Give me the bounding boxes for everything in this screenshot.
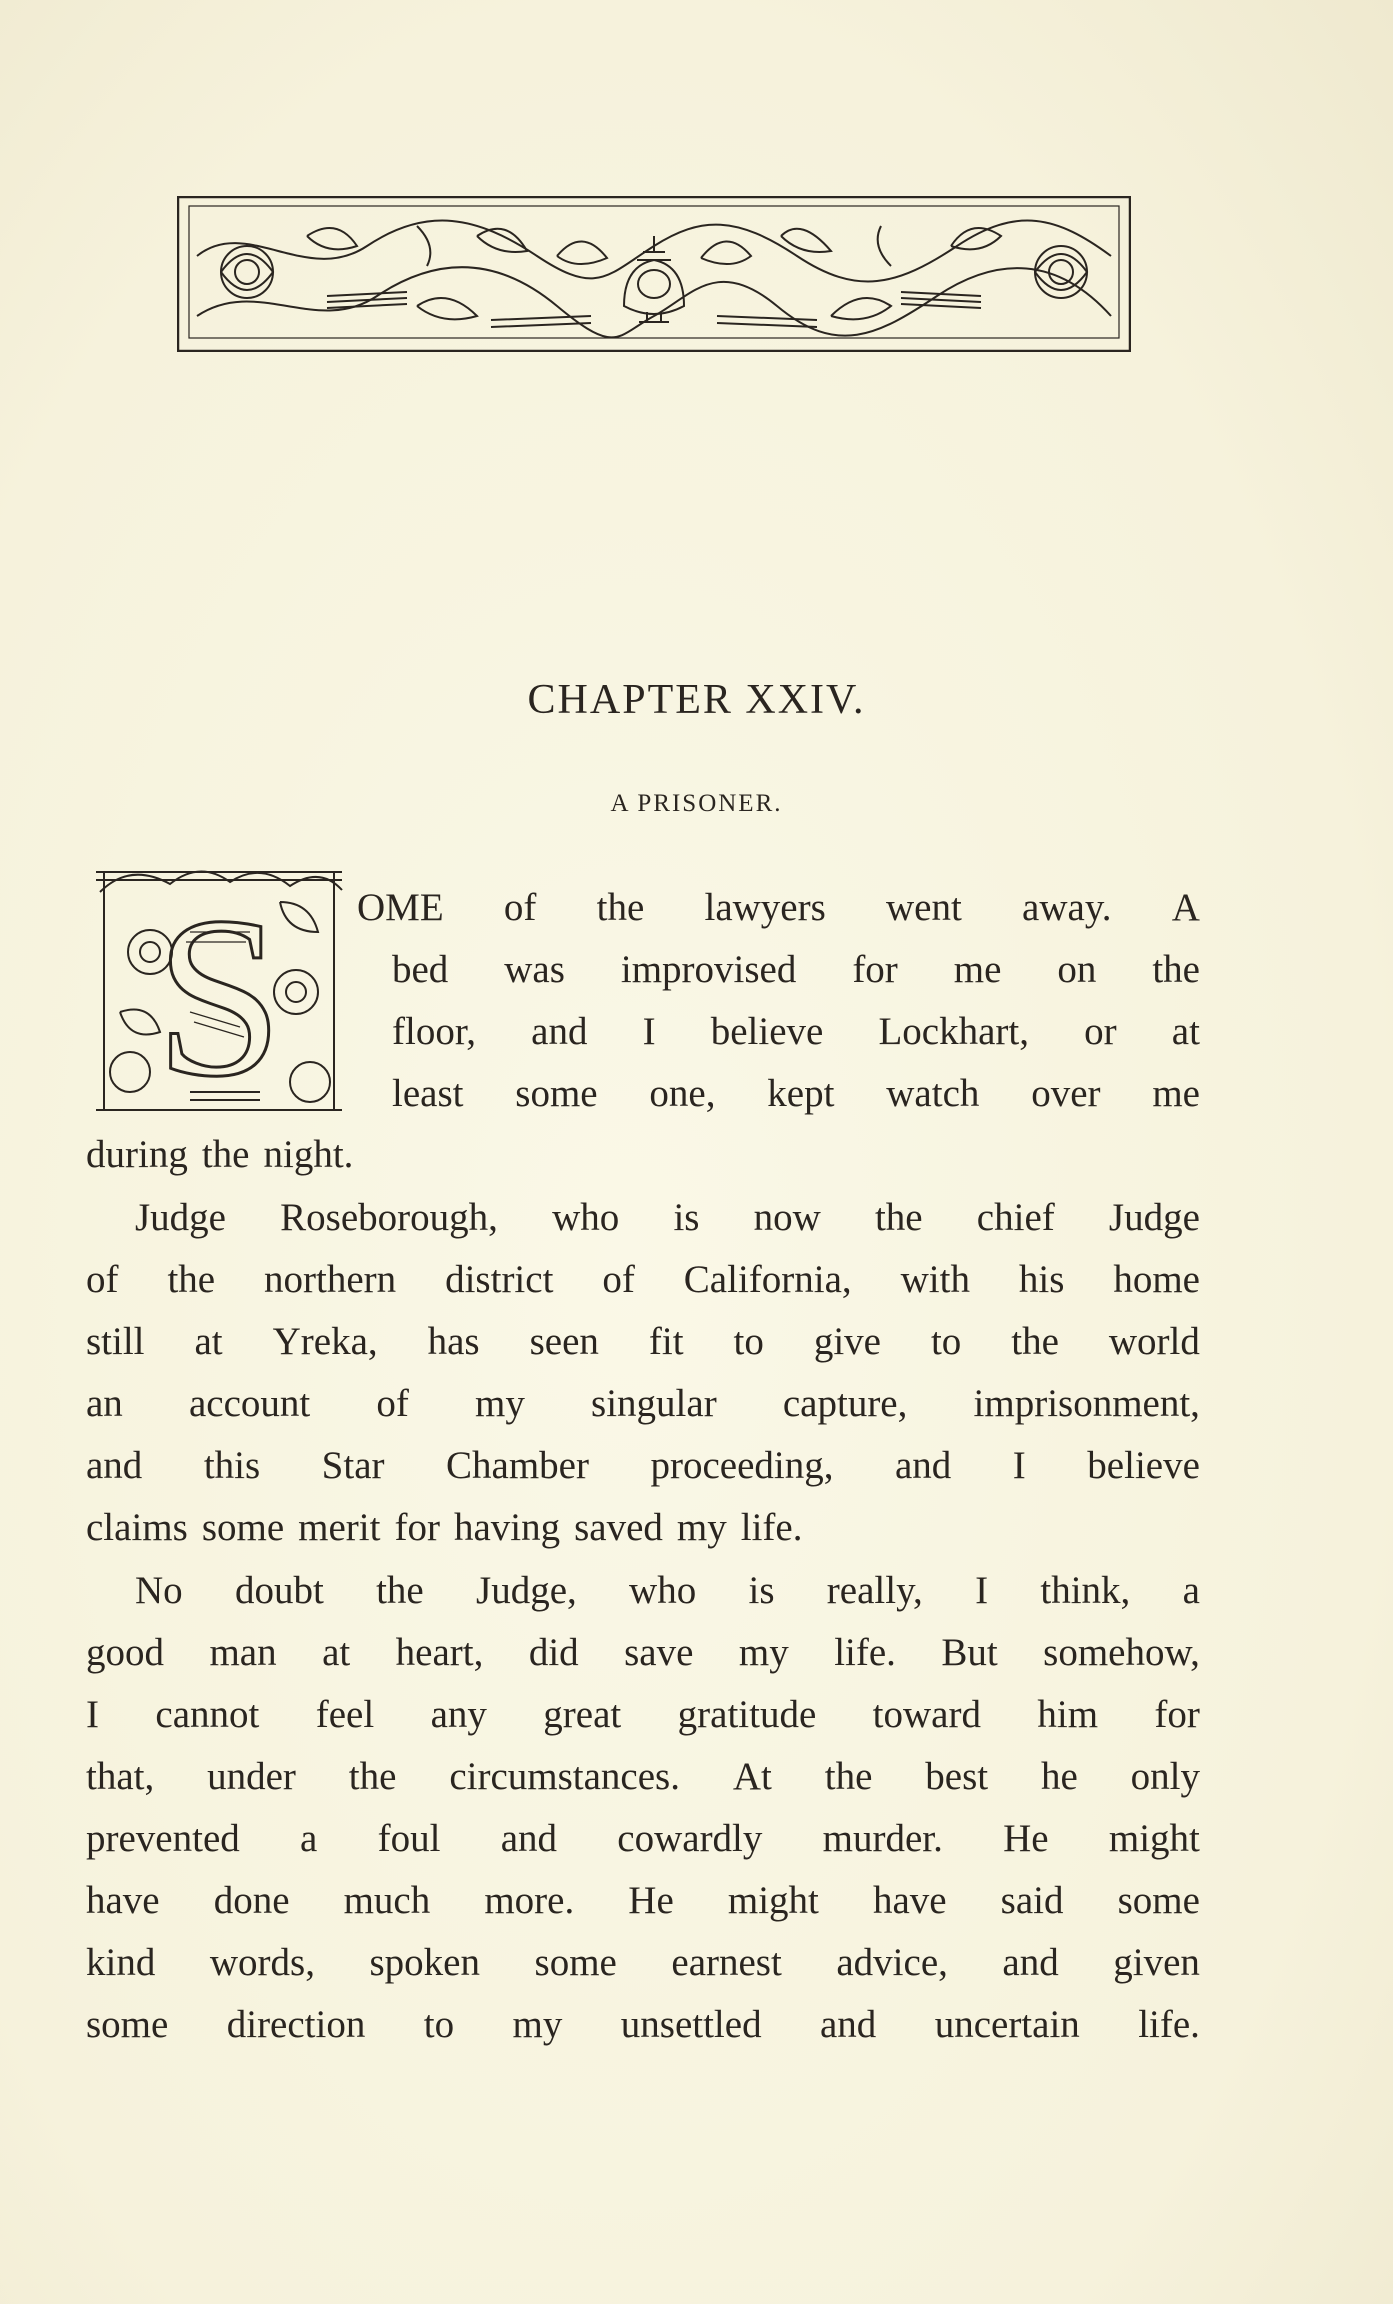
word: of <box>503 886 537 929</box>
word: some <box>534 1941 617 1984</box>
word: foul <box>377 1817 441 1860</box>
word: given <box>1113 1941 1200 1984</box>
dropcap-glyph: S <box>155 869 283 1112</box>
text-line <box>86 1441 1200 1491</box>
word: believe <box>1087 1444 1200 1487</box>
word: imprisonment, <box>973 1382 1200 1425</box>
word: one, <box>649 1072 716 1115</box>
word: good <box>86 1631 164 1674</box>
word: him <box>1037 1693 1099 1736</box>
word: of <box>602 1258 635 1301</box>
word: northern <box>264 1258 397 1301</box>
word: the <box>376 1569 424 1612</box>
word: to <box>733 1320 764 1363</box>
word: really, <box>826 1569 923 1612</box>
word: least <box>392 1072 464 1115</box>
word: with <box>900 1258 970 1301</box>
word: gratitude <box>677 1693 817 1736</box>
text-line <box>392 945 1200 995</box>
word: bed <box>392 948 449 991</box>
word: is <box>673 1196 700 1239</box>
word: man <box>209 1631 277 1674</box>
word: still <box>86 1320 145 1363</box>
word: my <box>676 1506 727 1549</box>
word: singular <box>591 1382 717 1425</box>
word: direction <box>226 2003 366 2046</box>
word: uncertain <box>934 2003 1080 2046</box>
text-line <box>392 1069 1200 1119</box>
word: OME <box>357 886 444 929</box>
word: Judge <box>135 1196 226 1239</box>
word: under <box>207 1755 296 1798</box>
text-line <box>357 883 1200 933</box>
word: of <box>376 1382 409 1425</box>
word: of <box>86 1258 119 1301</box>
word: and <box>531 1010 588 1053</box>
word: for <box>394 1506 440 1549</box>
word: fit <box>648 1320 684 1363</box>
word: life. <box>740 1506 803 1549</box>
word: I <box>975 1569 989 1612</box>
word: toward <box>872 1693 981 1736</box>
word: seen <box>529 1320 599 1363</box>
word: the <box>1011 1320 1059 1363</box>
word: went <box>886 886 962 929</box>
text-line <box>86 1628 1200 1678</box>
word: and <box>86 1444 143 1487</box>
word: great <box>543 1693 622 1736</box>
word: chief <box>976 1196 1055 1239</box>
word: my <box>738 1631 789 1674</box>
word: and <box>1002 1941 1059 1984</box>
word: I <box>1012 1444 1026 1487</box>
word: some <box>515 1072 598 1115</box>
word: I <box>86 1693 99 1736</box>
word: has <box>427 1320 480 1363</box>
word: at <box>1171 1010 1200 1053</box>
word: some <box>1117 1879 1200 1922</box>
word: kept <box>767 1072 835 1115</box>
word: Roseborough, <box>280 1196 498 1239</box>
word: He <box>628 1879 674 1922</box>
word: No <box>135 1569 183 1612</box>
word: improvised <box>620 948 797 991</box>
word: me <box>953 948 1002 991</box>
text-line <box>86 1317 1200 1367</box>
word: to <box>423 2003 455 2046</box>
word: somehow, <box>1043 1631 1200 1674</box>
word: have <box>872 1879 947 1922</box>
text-line <box>392 1007 1200 1057</box>
word: watch <box>886 1072 980 1115</box>
word: Star <box>321 1444 385 1487</box>
word: on <box>1057 948 1097 991</box>
word: saved <box>574 1506 663 1549</box>
word: done <box>213 1879 290 1922</box>
text-line <box>135 1566 1200 1616</box>
word: lawyers <box>704 886 826 929</box>
word: kind <box>86 1941 156 1984</box>
word: cowardly <box>617 1817 763 1860</box>
word: I <box>642 1010 656 1053</box>
word: me <box>1152 1072 1200 1115</box>
word: who <box>629 1569 697 1612</box>
word: at <box>322 1631 351 1674</box>
word: have <box>86 1879 160 1922</box>
word: Judge <box>1108 1196 1200 1239</box>
word: did <box>528 1631 579 1674</box>
word: the <box>874 1196 923 1239</box>
word: cannot <box>155 1693 260 1736</box>
word: or <box>1084 1010 1117 1053</box>
word: world <box>1108 1320 1200 1363</box>
word: At <box>732 1755 772 1798</box>
word: only <box>1130 1755 1200 1798</box>
word: capture, <box>782 1382 908 1425</box>
word: life. <box>1138 2003 1200 2046</box>
text-line <box>86 1255 1200 1305</box>
word: now <box>753 1196 821 1239</box>
text-line <box>86 2000 1200 2050</box>
word: for <box>1154 1693 1200 1736</box>
word: give <box>813 1320 881 1363</box>
word: believe <box>710 1010 824 1053</box>
word: during <box>86 1133 188 1176</box>
word: think, <box>1040 1569 1131 1612</box>
word: and <box>819 2003 877 2046</box>
word: doubt <box>234 1569 324 1612</box>
word: words, <box>209 1941 315 1984</box>
text-line <box>86 1752 1200 1802</box>
word: any <box>430 1693 487 1736</box>
word: the <box>201 1133 250 1176</box>
word: A <box>1171 886 1200 929</box>
word: heart, <box>395 1631 484 1674</box>
word: the <box>824 1755 873 1798</box>
word: best <box>925 1755 989 1798</box>
word: over <box>1031 1072 1101 1115</box>
word: this <box>203 1444 261 1487</box>
text-line <box>135 1193 1200 1243</box>
text-line <box>86 1379 1200 1429</box>
word: unsettled <box>620 2003 762 2046</box>
word: might <box>1108 1817 1200 1860</box>
word: the <box>596 886 645 929</box>
word: night. <box>263 1133 354 1176</box>
word: prevented <box>86 1817 240 1860</box>
word: some <box>86 2003 169 2046</box>
word: my <box>512 2003 563 2046</box>
word: was <box>504 948 565 991</box>
word: might <box>727 1879 819 1922</box>
word: having <box>453 1506 561 1549</box>
word: California, <box>683 1258 852 1301</box>
word: spoken <box>369 1941 480 1984</box>
word: more. <box>484 1879 575 1922</box>
word: who <box>552 1196 620 1239</box>
word: feel <box>315 1693 375 1736</box>
word: is <box>748 1569 775 1612</box>
text-line <box>86 1690 1200 1740</box>
word: But <box>941 1631 998 1674</box>
word: Judge, <box>476 1569 577 1612</box>
word: my <box>475 1382 525 1425</box>
word: district <box>445 1258 554 1301</box>
word: a <box>1182 1569 1200 1612</box>
chapter-title: CHAPTER XXIV. <box>527 677 866 723</box>
word: some <box>201 1506 285 1549</box>
word: a <box>300 1817 318 1860</box>
dropcap-letter <box>90 862 348 1112</box>
text-line <box>86 1876 1200 1926</box>
word: life. <box>834 1631 896 1674</box>
text-line <box>86 1130 367 1180</box>
word: claims <box>86 1506 188 1549</box>
word: home <box>1113 1258 1200 1301</box>
text-line <box>86 1938 1200 1988</box>
word: circumstances. <box>449 1755 680 1798</box>
word: account <box>188 1382 311 1425</box>
word: save <box>624 1631 694 1674</box>
word: the <box>167 1258 216 1301</box>
word: He <box>1003 1817 1049 1860</box>
text-line <box>86 1814 1200 1864</box>
word: earnest <box>671 1941 782 1984</box>
chapter-subtitle: A PRISONER. <box>610 790 783 817</box>
word: that, <box>86 1755 155 1798</box>
word: the <box>1152 948 1200 991</box>
word: his <box>1018 1258 1065 1301</box>
word: Yreka, <box>272 1320 378 1363</box>
word: murder. <box>822 1817 943 1860</box>
word: and <box>894 1444 952 1487</box>
word: the <box>348 1755 397 1798</box>
word: at <box>194 1320 223 1363</box>
ornamental-headpiece <box>177 196 1131 352</box>
word: and <box>500 1817 558 1860</box>
word: floor, <box>392 1010 476 1053</box>
word: merit <box>298 1506 381 1549</box>
text-line <box>86 1503 816 1553</box>
word: he <box>1040 1755 1078 1798</box>
word: advice, <box>836 1941 948 1984</box>
word: Chamber <box>446 1444 589 1487</box>
word: said <box>1000 1879 1064 1922</box>
word: to <box>930 1320 962 1363</box>
word: proceeding, <box>650 1444 834 1487</box>
word: Lockhart, <box>878 1010 1029 1053</box>
word: away. <box>1022 886 1112 929</box>
word: an <box>86 1382 123 1425</box>
word: much <box>343 1879 431 1922</box>
word: for <box>852 948 898 991</box>
